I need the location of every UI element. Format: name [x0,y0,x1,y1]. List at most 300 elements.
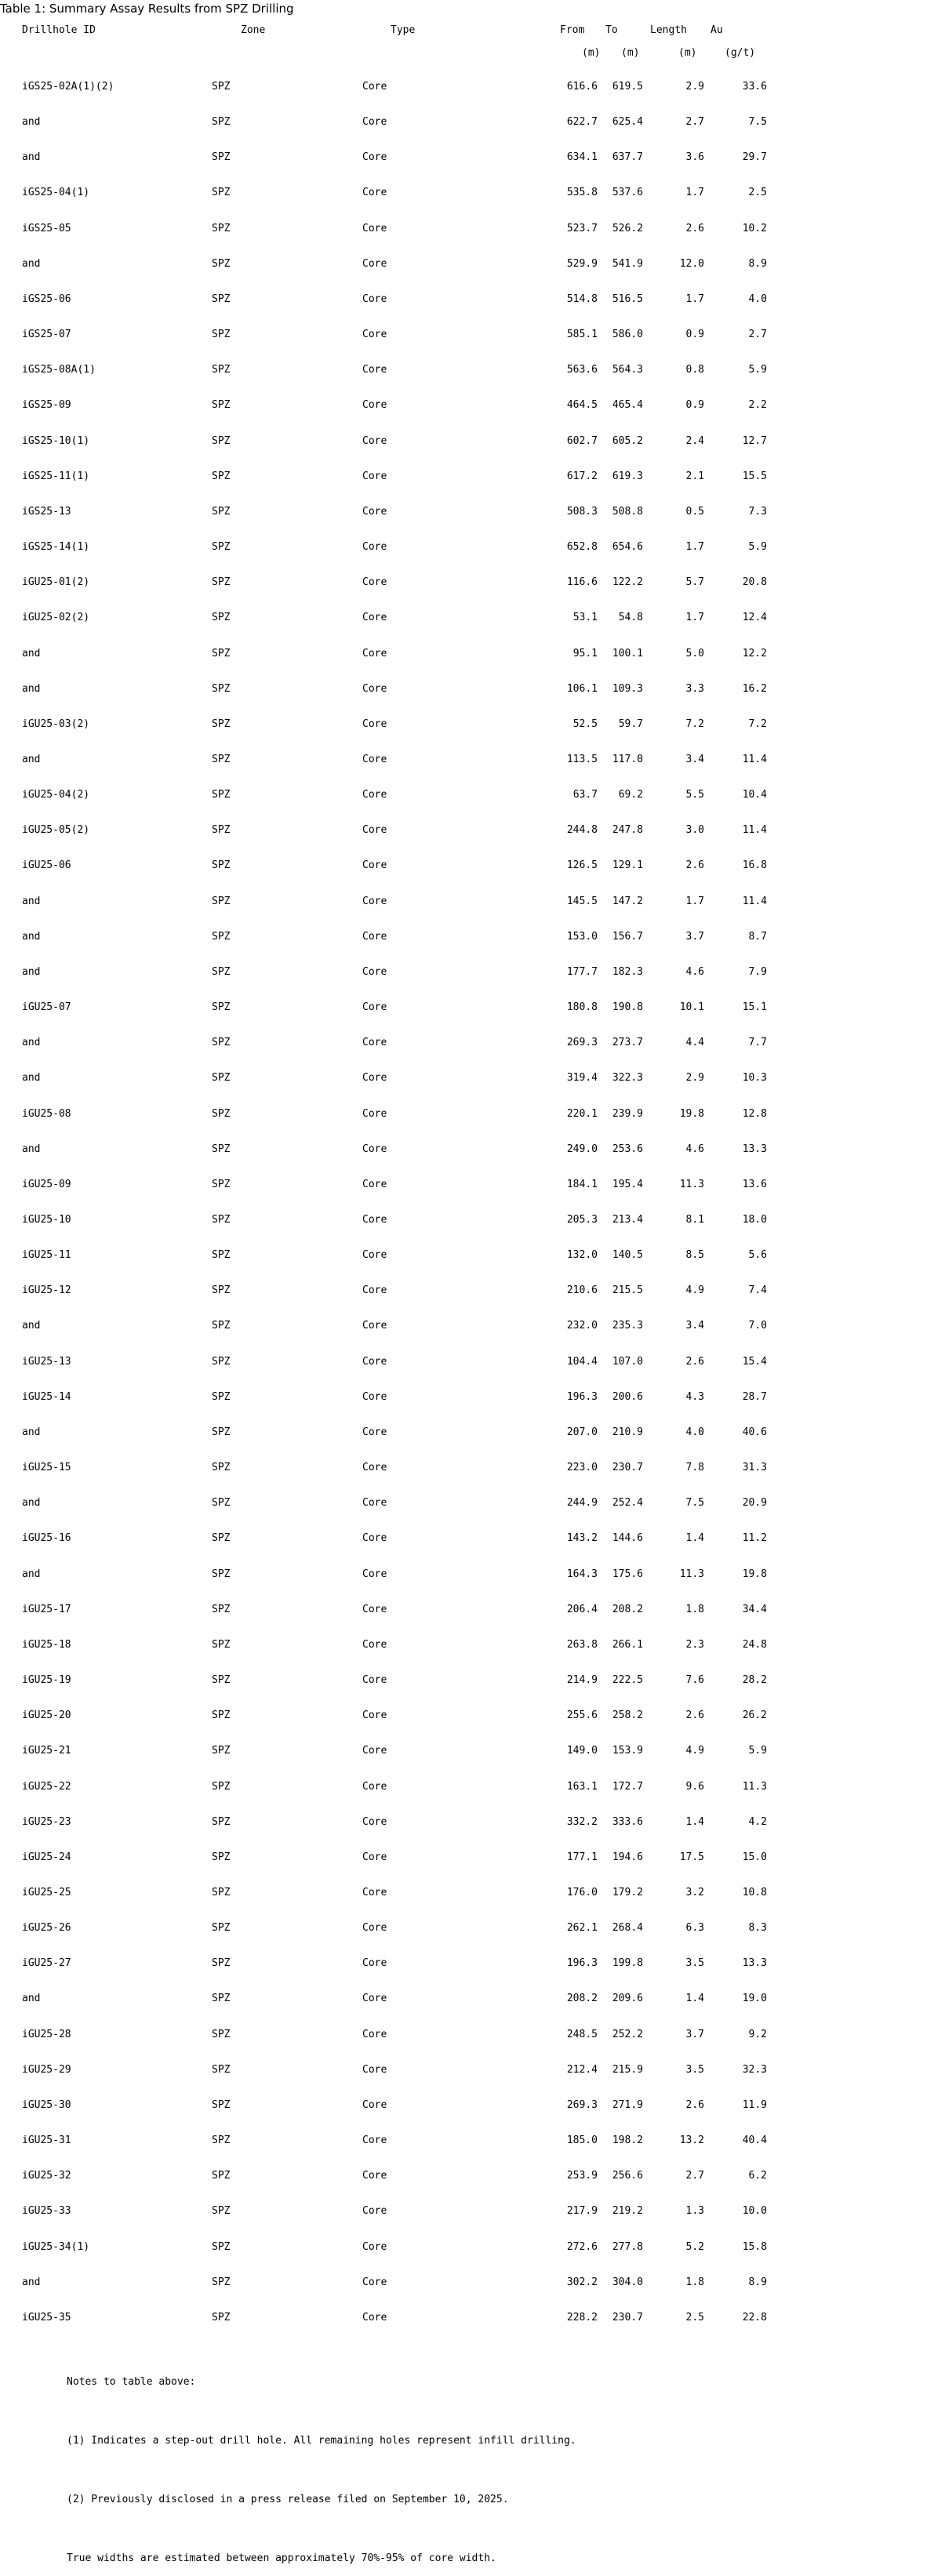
cell-from: 255.6 [566,1709,598,1722]
cell-drillhole-id: iGS25-05 [22,222,71,234]
cell-au: 2.7 [748,329,767,341]
cell-length: 3.4 [685,753,704,765]
cell-type: Core [362,1143,387,1155]
cell-zone: SPZ [212,1497,231,1510]
table-row [0,1179,945,1214]
cell-au: 8.9 [748,2276,767,2288]
cell-to: 508.8 [612,505,643,518]
table-row [0,2099,945,2135]
cell-to: 190.8 [612,1001,643,1014]
cell-zone: SPZ [212,1674,231,1687]
cell-au: 5.6 [748,1249,767,1262]
cell-to: 144.6 [612,1532,643,1545]
cell-au: 11.2 [742,1532,767,1545]
cell-drillhole-id: iGU25-16 [22,1532,71,1545]
cell-length: 2.6 [685,1709,704,1722]
cell-drillhole-id: and [22,1320,41,1332]
cell-type: Core [362,1426,387,1438]
table-row [0,2029,945,2064]
table-row [0,1568,945,1604]
table-row [0,1745,945,1780]
cell-type: Core [362,2240,387,2253]
cell-from: 63.7 [572,789,598,801]
cell-au: 4.2 [748,1815,767,1828]
cell-au: 9.2 [748,2028,767,2040]
cell-to: 195.4 [612,1178,643,1190]
cell-length: 2.7 [685,116,704,129]
cell-drillhole-id: and [22,257,41,270]
cell-length: 12.0 [679,257,704,270]
cell-au: 15.8 [742,2240,767,2253]
cell-type: Core [362,2276,387,2288]
cell-type: Core [362,647,387,659]
unit-length: (m) [678,47,697,59]
cell-from: 180.8 [566,1001,598,1014]
cell-zone: SPZ [212,1355,231,1368]
cell-to: 129.1 [612,859,643,872]
cell-length: 9.6 [685,1780,704,1793]
cell-from: 153.0 [566,930,598,943]
cell-length: 7.8 [685,1462,704,1474]
cell-to: 54.8 [618,612,643,624]
cell-au: 7.7 [748,1037,767,1049]
cell-type: Core [362,1532,387,1545]
cell-type: Core [362,1780,387,1793]
cell-zone: SPZ [212,789,231,801]
cell-to: 199.8 [612,1957,643,1970]
cell-type: Core [362,292,387,305]
cell-type: Core [362,895,387,907]
table-row [0,1072,945,1107]
cell-length: 3.5 [685,2063,704,2076]
table-row [0,896,945,931]
table-row [0,435,945,471]
cell-from: 232.0 [566,1320,598,1332]
unit-to: (m) [621,47,640,59]
header-length: Length [650,24,687,36]
cell-type: Core [362,1497,387,1510]
cell-drillhole-id: iGU25-14 [22,1390,71,1403]
cell-au: 32.3 [742,2063,767,2076]
cell-length: 1.7 [685,612,704,624]
cell-drillhole-id: and [22,965,41,978]
cell-to: 271.9 [612,2098,643,2111]
cell-drillhole-id: iGU25-07 [22,1001,71,1014]
cell-au: 15.0 [742,1851,767,1863]
cell-to: 258.2 [612,1709,643,1722]
table-row [0,648,945,683]
table-row [0,506,945,541]
cell-from: 212.4 [566,2063,598,2076]
cell-to: 213.4 [612,1214,643,1226]
cell-type: Core [362,859,387,872]
cell-from: 185.0 [566,2135,598,2147]
cell-length: 1.4 [685,1993,704,2005]
cell-au: 7.9 [748,965,767,978]
cell-to: 153.9 [612,1745,643,1757]
cell-length: 4.4 [685,1037,704,1049]
cell-drillhole-id: and [22,116,41,129]
cell-zone: SPZ [212,930,231,943]
cell-type: Core [362,1284,387,1297]
cell-type: Core [362,1462,387,1474]
note-previously-disclosed: (2) Previously disclosed in a press release filed on September 10, 2025. [67,2494,509,2505]
cell-au: 15.1 [742,1001,767,1014]
cell-to: 107.0 [612,1355,643,1368]
cell-length: 7.5 [685,1497,704,1510]
cell-to: 208.2 [612,1603,643,1615]
table-row [0,116,945,151]
cell-drillhole-id: iGS25-09 [22,399,71,412]
cell-to: 526.2 [612,222,643,234]
cell-type: Core [362,434,387,447]
cell-from: 205.3 [566,1214,598,1226]
cell-length: 11.3 [679,1568,704,1580]
cell-type: Core [362,612,387,624]
cell-zone: SPZ [212,1143,231,1155]
cell-type: Core [362,505,387,518]
cell-drillhole-id: iGU25-28 [22,2028,71,2040]
table-row [0,1639,945,1674]
cell-length: 2.7 [685,2170,704,2182]
cell-length: 3.6 [685,151,704,164]
cell-from: 249.0 [566,1143,598,1155]
cell-to: 247.8 [612,824,643,837]
cell-zone: SPZ [212,1638,231,1651]
cell-zone: SPZ [212,2098,231,2111]
cell-from: 95.1 [572,647,598,659]
cell-type: Core [362,789,387,801]
cell-to: 465.4 [612,399,643,412]
cell-type: Core [362,81,387,93]
cell-from: 143.2 [566,1532,598,1545]
cell-from: 585.1 [566,329,598,341]
cell-from: 244.9 [566,1497,598,1510]
cell-type: Core [362,1072,387,1085]
cell-au: 10.0 [742,2205,767,2218]
cell-zone: SPZ [212,1532,231,1545]
cell-to: 537.6 [612,187,643,199]
cell-drillhole-id: iGU25-26 [22,1922,71,1935]
cell-type: Core [362,682,387,695]
cell-to: 625.4 [612,116,643,129]
table-row [0,329,945,364]
cell-type: Core [362,965,387,978]
cell-zone: SPZ [212,187,231,199]
cell-drillhole-id: iGU25-12 [22,1284,71,1297]
cell-from: 210.6 [566,1284,598,1297]
cell-length: 7.6 [685,1674,704,1687]
table-row [0,2135,945,2170]
cell-length: 8.5 [685,1249,704,1262]
cell-zone: SPZ [212,505,231,518]
header-au: Au [711,24,723,36]
table-row [0,754,945,789]
cell-type: Core [362,1320,387,1332]
cell-from: 206.4 [566,1603,598,1615]
cell-from: 319.4 [566,1072,598,1085]
cell-type: Core [362,1001,387,1014]
cell-type: Core [362,576,387,589]
cell-au: 10.8 [742,1886,767,1898]
cell-zone: SPZ [212,576,231,589]
cell-length: 3.7 [685,930,704,943]
cell-drillhole-id: iGU25-05(2) [22,824,90,837]
cell-from: 116.6 [566,576,598,589]
cell-zone: SPZ [212,257,231,270]
cell-length: 1.3 [685,2205,704,2218]
cell-drillhole-id: iGU25-27 [22,1957,71,1970]
table-row [0,1709,945,1745]
cell-zone: SPZ [212,1178,231,1190]
cell-zone: SPZ [212,682,231,695]
cell-from: 634.1 [566,151,598,164]
cell-au: 7.2 [748,718,767,730]
cell-zone: SPZ [212,1957,231,1970]
cell-length: 6.3 [685,1922,704,1935]
cell-drillhole-id: iGU25-25 [22,1886,71,1898]
cell-au: 22.8 [742,2311,767,2323]
cell-drillhole-id: and [22,753,41,765]
cell-type: Core [362,1107,387,1120]
cell-au: 7.4 [748,1284,767,1297]
unit-au: (g/t) [725,47,756,59]
cell-type: Core [362,1709,387,1722]
cell-from: 622.7 [566,116,598,129]
cell-type: Core [362,2063,387,2076]
cell-au: 28.2 [742,1674,767,1687]
cell-from: 617.2 [566,470,598,482]
cell-au: 8.9 [748,257,767,270]
cell-au: 10.2 [742,222,767,234]
cell-from: 177.7 [566,965,598,978]
cell-to: 140.5 [612,1249,643,1262]
cell-type: Core [362,718,387,730]
cell-au: 29.7 [742,151,767,164]
cell-zone: SPZ [212,470,231,482]
cell-drillhole-id: iGU25-22 [22,1780,71,1793]
cell-from: 508.3 [566,505,598,518]
cell-type: Core [362,1214,387,1226]
notes-heading: Notes to table above: [67,2376,196,2388]
cell-from: 145.5 [566,895,598,907]
cell-drillhole-id: iGU25-24 [22,1851,71,1863]
header-type: Type [391,24,416,36]
cell-au: 11.3 [742,1780,767,1793]
cell-zone: SPZ [212,1320,231,1332]
cell-zone: SPZ [212,1745,231,1757]
cell-from: 228.2 [566,2311,598,2323]
cell-to: 333.6 [612,1815,643,1828]
table-row [0,223,945,258]
note-step-out: (1) Indicates a step-out drill hole. All remaining holes represent infill drilling. [67,2435,576,2447]
cell-from: 163.1 [566,1780,598,1793]
cell-au: 13.6 [742,1178,767,1190]
table-row [0,2312,945,2347]
table-row [0,1426,945,1462]
cell-length: 7.2 [685,718,704,730]
cell-drillhole-id: and [22,1568,41,1580]
table-row [0,859,945,895]
cell-drillhole-id: iGU25-30 [22,2098,71,2111]
cell-zone: SPZ [212,1284,231,1297]
cell-au: 2.5 [748,187,767,199]
cell-type: Core [362,824,387,837]
cell-drillhole-id: and [22,1072,41,1085]
cell-to: 100.1 [612,647,643,659]
table-row [0,1604,945,1639]
cell-zone: SPZ [212,1426,231,1438]
cell-drillhole-id: iGS25-11(1) [22,470,90,482]
table-row [0,1887,945,1922]
cell-type: Core [362,1638,387,1651]
cell-from: 302.2 [566,2276,598,2288]
cell-zone: SPZ [212,1001,231,1014]
cell-drillhole-id: iGU25-20 [22,1709,71,1722]
cell-type: Core [362,1815,387,1828]
cell-length: 1.7 [685,187,704,199]
cell-au: 31.3 [742,1462,767,1474]
cell-drillhole-id: iGU25-01(2) [22,576,90,589]
cell-type: Core [362,470,387,482]
table-row [0,364,945,399]
cell-from: 176.0 [566,1886,598,1898]
cell-length: 2.4 [685,434,704,447]
cell-to: 230.7 [612,2311,643,2323]
cell-zone: SPZ [212,2205,231,2218]
cell-au: 15.5 [742,470,767,482]
cell-to: 215.9 [612,2063,643,2076]
cell-drillhole-id: and [22,682,41,695]
cell-length: 5.0 [685,647,704,659]
cell-au: 13.3 [742,1957,767,1970]
cell-to: 194.6 [612,1851,643,1863]
cell-au: 5.9 [748,1745,767,1757]
cell-type: Core [362,1993,387,2005]
cell-zone: SPZ [212,1922,231,1935]
cell-length: 10.1 [679,1001,704,1014]
cell-zone: SPZ [212,1462,231,1474]
cell-from: 208.2 [566,1993,598,2005]
cell-to: 605.2 [612,434,643,447]
cell-au: 40.6 [742,1426,767,1438]
cell-to: 117.0 [612,753,643,765]
table-row [0,1356,945,1391]
cell-from: 269.3 [566,2098,598,2111]
table-row [0,1143,945,1179]
cell-zone: SPZ [212,824,231,837]
cell-from: 214.9 [566,1674,598,1687]
cell-au: 16.8 [742,859,767,872]
table-title: Table 1: Summary Assay Results from SPZ Drilling [0,2,294,16]
cell-to: 156.7 [612,930,643,943]
cell-zone: SPZ [212,895,231,907]
cell-zone: SPZ [212,1037,231,1049]
cell-from: 523.7 [566,222,598,234]
cell-drillhole-id: and [22,151,41,164]
cell-zone: SPZ [212,434,231,447]
cell-from: 563.6 [566,364,598,376]
cell-drillhole-id: and [22,930,41,943]
header-drillhole-id: Drillhole ID [22,24,96,36]
cell-length: 3.3 [685,682,704,695]
cell-length: 3.4 [685,1320,704,1332]
cell-au: 7.3 [748,505,767,518]
cell-from: 263.8 [566,1638,598,1651]
cell-drillhole-id: iGS25-04(1) [22,187,90,199]
cell-type: Core [362,1922,387,1935]
cell-zone: SPZ [212,1851,231,1863]
cell-zone: SPZ [212,2135,231,2147]
cell-zone: SPZ [212,1993,231,2005]
cell-from: 106.1 [566,682,598,695]
cell-length: 1.8 [685,1603,704,1615]
table-row [0,187,945,222]
cell-drillhole-id: and [22,1993,41,2005]
table-row [0,1674,945,1709]
cell-zone: SPZ [212,1815,231,1828]
cell-from: 207.0 [566,1426,598,1438]
cell-zone: SPZ [212,859,231,872]
table-row [0,1249,945,1284]
cell-type: Core [362,222,387,234]
cell-au: 2.2 [748,399,767,412]
cell-from: 52.5 [572,718,598,730]
table-row [0,1993,945,2028]
cell-type: Core [362,1568,387,1580]
cell-drillhole-id: iGU25-21 [22,1745,71,1757]
cell-zone: SPZ [212,1390,231,1403]
header-zone: Zone [241,24,266,36]
cell-to: 516.5 [612,292,643,305]
cell-drillhole-id: and [22,1426,41,1438]
table-row [0,966,945,1001]
cell-to: 200.6 [612,1390,643,1403]
cell-zone: SPZ [212,1709,231,1722]
table-row [0,1284,945,1320]
cell-length: 2.6 [685,222,704,234]
table-row [0,683,945,718]
cell-drillhole-id: and [22,1143,41,1155]
table-row [0,2205,945,2240]
cell-zone: SPZ [212,2028,231,2040]
cell-zone: SPZ [212,753,231,765]
cell-from: 602.7 [566,434,598,447]
cell-type: Core [362,1674,387,1687]
cell-au: 12.7 [742,434,767,447]
cell-length: 4.3 [685,1390,704,1403]
cell-length: 4.0 [685,1426,704,1438]
table-row [0,1320,945,1355]
cell-type: Core [362,1886,387,1898]
cell-type: Core [362,2205,387,2218]
cell-length: 1.4 [685,1532,704,1545]
cell-type: Core [362,2135,387,2147]
cell-length: 3.0 [685,824,704,837]
cell-au: 8.7 [748,930,767,943]
cell-zone: SPZ [212,1072,231,1085]
cell-drillhole-id: iGS25-13 [22,505,71,518]
cell-type: Core [362,1037,387,1049]
cell-from: 652.8 [566,541,598,554]
cell-from: 126.5 [566,859,598,872]
cell-au: 13.3 [742,1143,767,1155]
cell-au: 19.0 [742,1993,767,2005]
cell-zone: SPZ [212,151,231,164]
cell-to: 541.9 [612,257,643,270]
cell-au: 28.7 [742,1390,767,1403]
cell-from: 113.5 [566,753,598,765]
